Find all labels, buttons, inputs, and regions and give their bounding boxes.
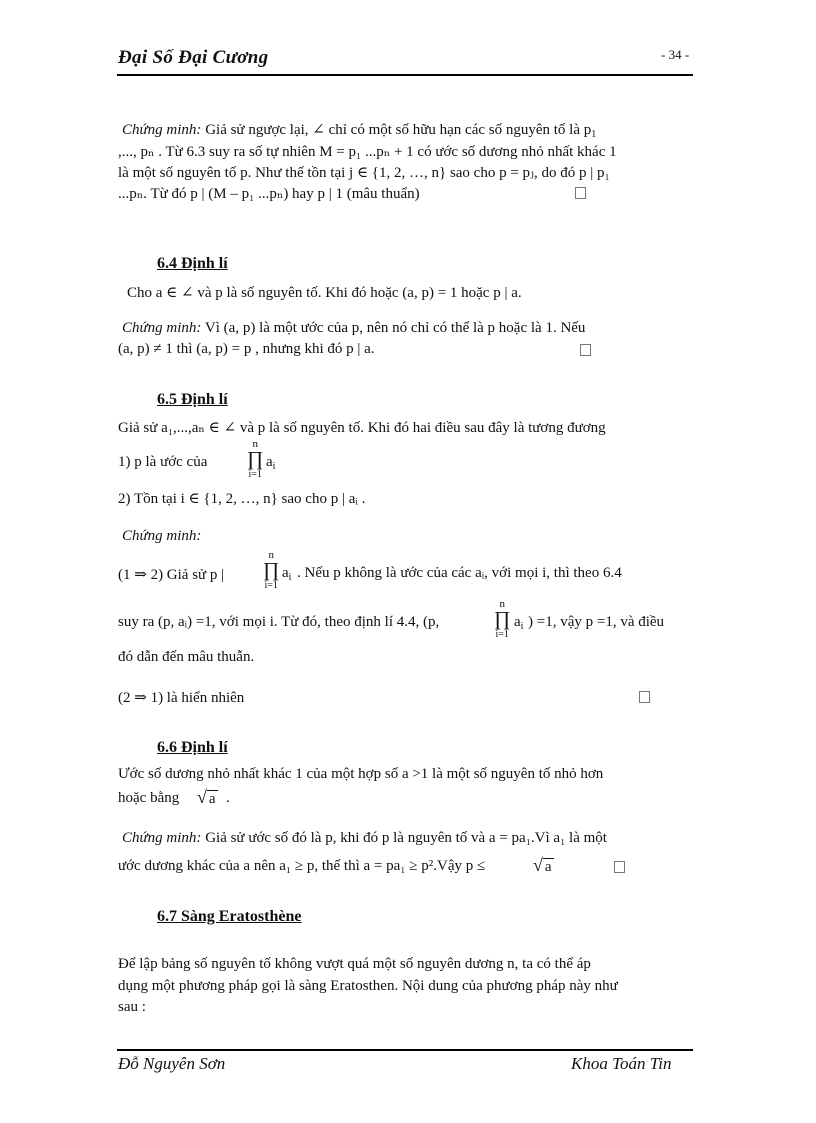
theorem-65-proof-p2-end: ) =1, vậy p =1, và điều [528, 614, 665, 630]
theorem-65-proof-p3: đó dẫn đến mâu thuẫn. [118, 649, 255, 665]
footer-department: Khoa Toán Tin [571, 1054, 672, 1073]
sqrt-symbol: √ [533, 855, 543, 875]
theorem-65-item2: 2) Tồn tại i ∈ {1, 2, …, n} sao cho p | aᵢ . [118, 491, 366, 507]
theorem-65-proof-p1-start: (1 ⇒ 2) Giả sử p | [118, 567, 225, 583]
sqrt-expression [197, 787, 218, 808]
qed-square-icon [614, 861, 625, 873]
proof-label: Chứng minh: [122, 830, 202, 846]
product-upper: n [252, 438, 258, 450]
footer-rule [117, 1049, 693, 1051]
proof-text: Giả sử ngược lại, ∠ chỉ có một số hữu hạn các số nguyên tố là p [201, 122, 592, 138]
theorem-65-item1: 1) p là ước của [118, 454, 208, 470]
section-67-heading: 6.7 Sàng Eratosthène [157, 908, 302, 925]
product-term-base: a [282, 565, 289, 581]
theorem-66-line1: Ước số dương nhỏ nhất khác 1 của một hợp số a >1 là một số nguyên tố nhỏ hơn [118, 766, 604, 782]
section-67-line3: sau : [118, 999, 146, 1015]
qed-square-icon [639, 691, 650, 703]
product-notation [263, 550, 279, 591]
proof-63-line3: là một số nguyên tố p. Như thế tồn tại j ∈ {1, 2, …, n} sao cho p = pⱼ, do đó p | p₁ [118, 165, 610, 181]
product-lower: i=1 [264, 580, 278, 591]
product-notation [247, 439, 263, 480]
product-symbol: ∏ [494, 608, 511, 630]
product-symbol: ∏ [247, 448, 264, 470]
section-67-line2: dụng một phương pháp gọi là sàng Eratosthen. Nội dung của phương pháp này như [118, 978, 618, 994]
proof-63-line4: ...pₙ. Từ đó p | (M – p₁ ...pₙ) hay p | 1 (mâu thuẩn) [118, 186, 420, 202]
theorem-65-statement: Giả sử a₁,...,aₙ ∈ ∠ và p là số nguyên tố. Khi đó hai điều sau đây là tương đương [118, 420, 606, 436]
sqrt-symbol: √ [197, 787, 207, 807]
product-term [282, 565, 291, 583]
theorem-65-proof-p1-end: . Nếu p không là ước của các aᵢ, với mọi i, thì theo 6.4 [297, 565, 622, 581]
sqrt-argument: a [544, 859, 552, 875]
theorem-64-heading: 6.4 Định lí [157, 255, 228, 272]
proof-label: Chứng minh: [122, 122, 202, 138]
theorem-64-proof-line1 [122, 320, 585, 337]
product-lower: i=1 [248, 469, 262, 480]
proof-text: Giả sử ước số đó là p, khi đó p là nguyên tố và a = pa₁.Vì a₁ là một [201, 830, 607, 846]
theorem-66-line2-end: . [226, 790, 230, 806]
product-upper: n [268, 549, 274, 561]
product-lower: i=1 [495, 629, 509, 640]
footer-author: Đỗ Nguyên Sơn [118, 1054, 226, 1073]
product-term [266, 454, 275, 472]
sqrt-expression [533, 855, 554, 876]
header-rule [117, 74, 693, 76]
theorem-65-proof-p4: (2 ⇒ 1) là hiển nhiên [118, 690, 245, 706]
qed-square-icon [575, 187, 586, 199]
proof-label: Chứng minh: [122, 528, 202, 544]
sqrt-argument: a [208, 791, 216, 807]
proof-text: Vì (a, p) là một ước của p, nên nó chỉ có thể là p hoặc là 1. Nếu [201, 320, 586, 336]
section-67-line1: Để lập bảng số nguyên tố không vượt quá một số nguyên dương n, ta có thể áp [118, 956, 591, 972]
proof-63-line1 [122, 120, 596, 140]
product-notation [494, 599, 510, 640]
product-term-base: a [266, 454, 273, 470]
theorem-66-heading: 6.6 Định lí [157, 739, 228, 756]
qed-square-icon [580, 344, 591, 356]
proof-label: Chứng minh: [122, 320, 202, 336]
proof-63-line2: ,..., pₙ . Từ 6.3 suy ra số tự nhiên M = p₁ ...pₙ + 1 có ước số dương nhỏ nhất khác 1 [118, 144, 617, 160]
product-term-sub: i [272, 461, 276, 472]
product-term-sub: i [520, 621, 524, 632]
product-term [514, 614, 523, 632]
theorem-65-proof-label [122, 528, 201, 545]
theorem-66-proof-line2: ước dương khác của a nên a₁ ≥ p, thế thì a = pa₁ ≥ p².Vậy p ≤ [118, 858, 486, 874]
theorem-66-proof-line1 [122, 830, 607, 847]
product-term-base: a [514, 614, 521, 630]
theorem-65-proof-p2-start: suy ra (p, aᵢ) =1, với mọi i. Từ đó, theo định lí 4.4, (p, [118, 614, 440, 630]
product-upper: n [499, 598, 505, 610]
product-term-sub: i [288, 572, 292, 583]
header-title: Đại Số Đại Cương [118, 47, 269, 68]
theorem-66-line2: hoặc bằng [118, 790, 180, 806]
product-symbol: ∏ [263, 559, 280, 581]
subscript: 1 [591, 129, 597, 140]
page-number: - 34 - [661, 47, 690, 62]
theorem-64-statement: Cho a ∈ ∠ và p là số nguyên tố. Khi đó hoặc (a, p) = 1 hoặc p | a. [127, 285, 522, 301]
theorem-65-heading: 6.5 Định lí [157, 391, 228, 408]
theorem-64-proof-line2: (a, p) ≠ 1 thì (a, p) = p , nhưng khi đó p | a. [118, 341, 375, 357]
